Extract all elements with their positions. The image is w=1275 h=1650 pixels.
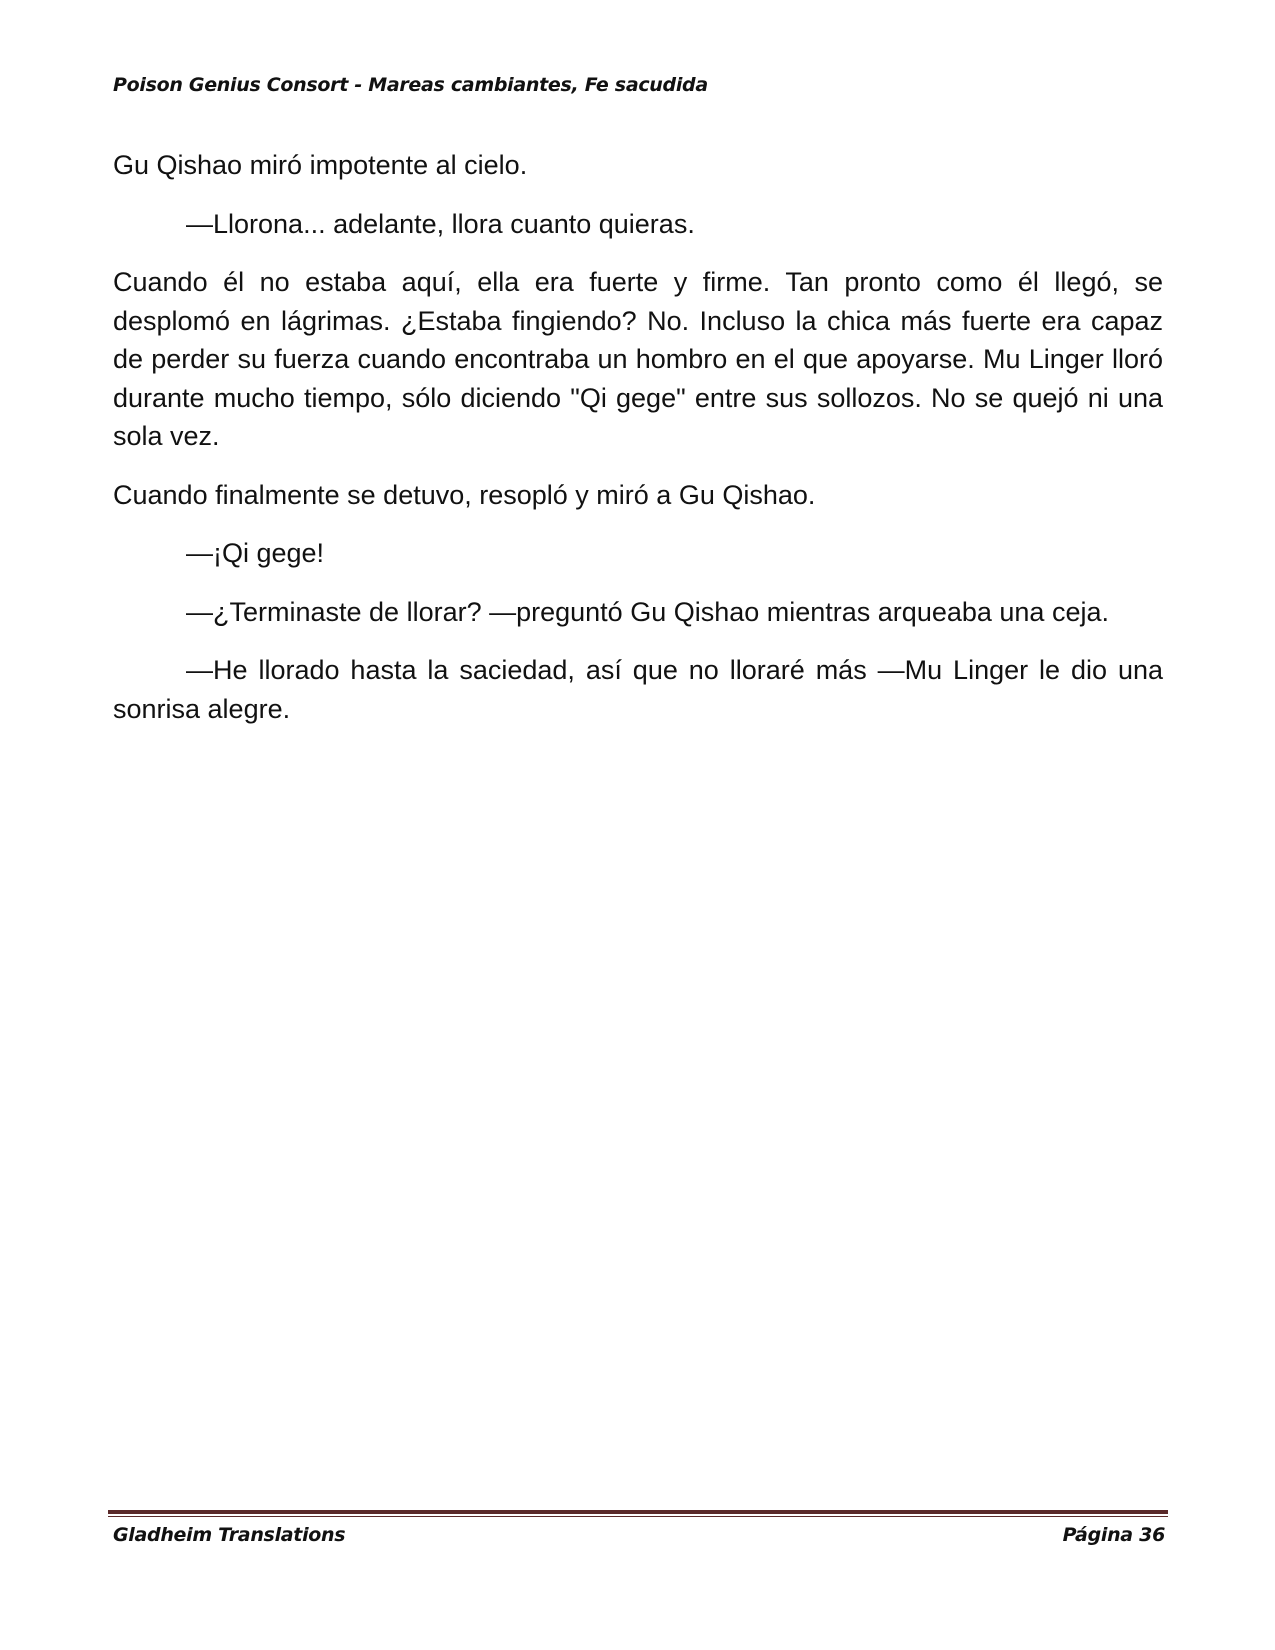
paragraph-4: Cuando finalmente se detuvo, resopló y miró a Gu Qishao. [113, 479, 816, 510]
footer-rule [108, 1510, 1168, 1518]
footer-rule-thick [108, 1510, 1168, 1514]
paragraph-7: —He llorado hasta la saciedad, así que no lloraré más —Mu Linger le dio una sonrisa alegre. [113, 655, 1163, 724]
paragraph-6: —¿Terminaste de llorar? —preguntó Gu Qishao mientras arqueaba una ceja. [186, 596, 1109, 627]
paragraph-5: —¡Qi gege! [186, 538, 325, 568]
footer-publisher: Gladheim Translations [113, 1524, 346, 1546]
paragraph-1: Gu Qishao miró impotente al cielo. [113, 150, 528, 180]
paragraph-3: Cuando él no estaba aquí, ella era fuerte y firme. Tan pronto como él llegó, se desplomó en lágrimas. ¿Estaba fingiendo? No. Incluso la chica más fuerte era capaz de perder su fuerza cuando encontraba un hombro en el que apoyarse. Mu Linger lloró durante mucho tiempo, sólo diciendo "Qi gege" entre sus sollozos. No se quejó ni una sola vez. [113, 267, 1163, 451]
footer-rule-thin [108, 1516, 1168, 1517]
running-header: Poison Genius Consort - Mareas cambiantes, Fe sacudida [113, 74, 708, 96]
paragraph-2: —Llorona... adelante, llora cuanto quieras. [186, 208, 695, 239]
body-text [113, 146, 1163, 748]
footer-page-number: Página 36 [1062, 1524, 1165, 1546]
